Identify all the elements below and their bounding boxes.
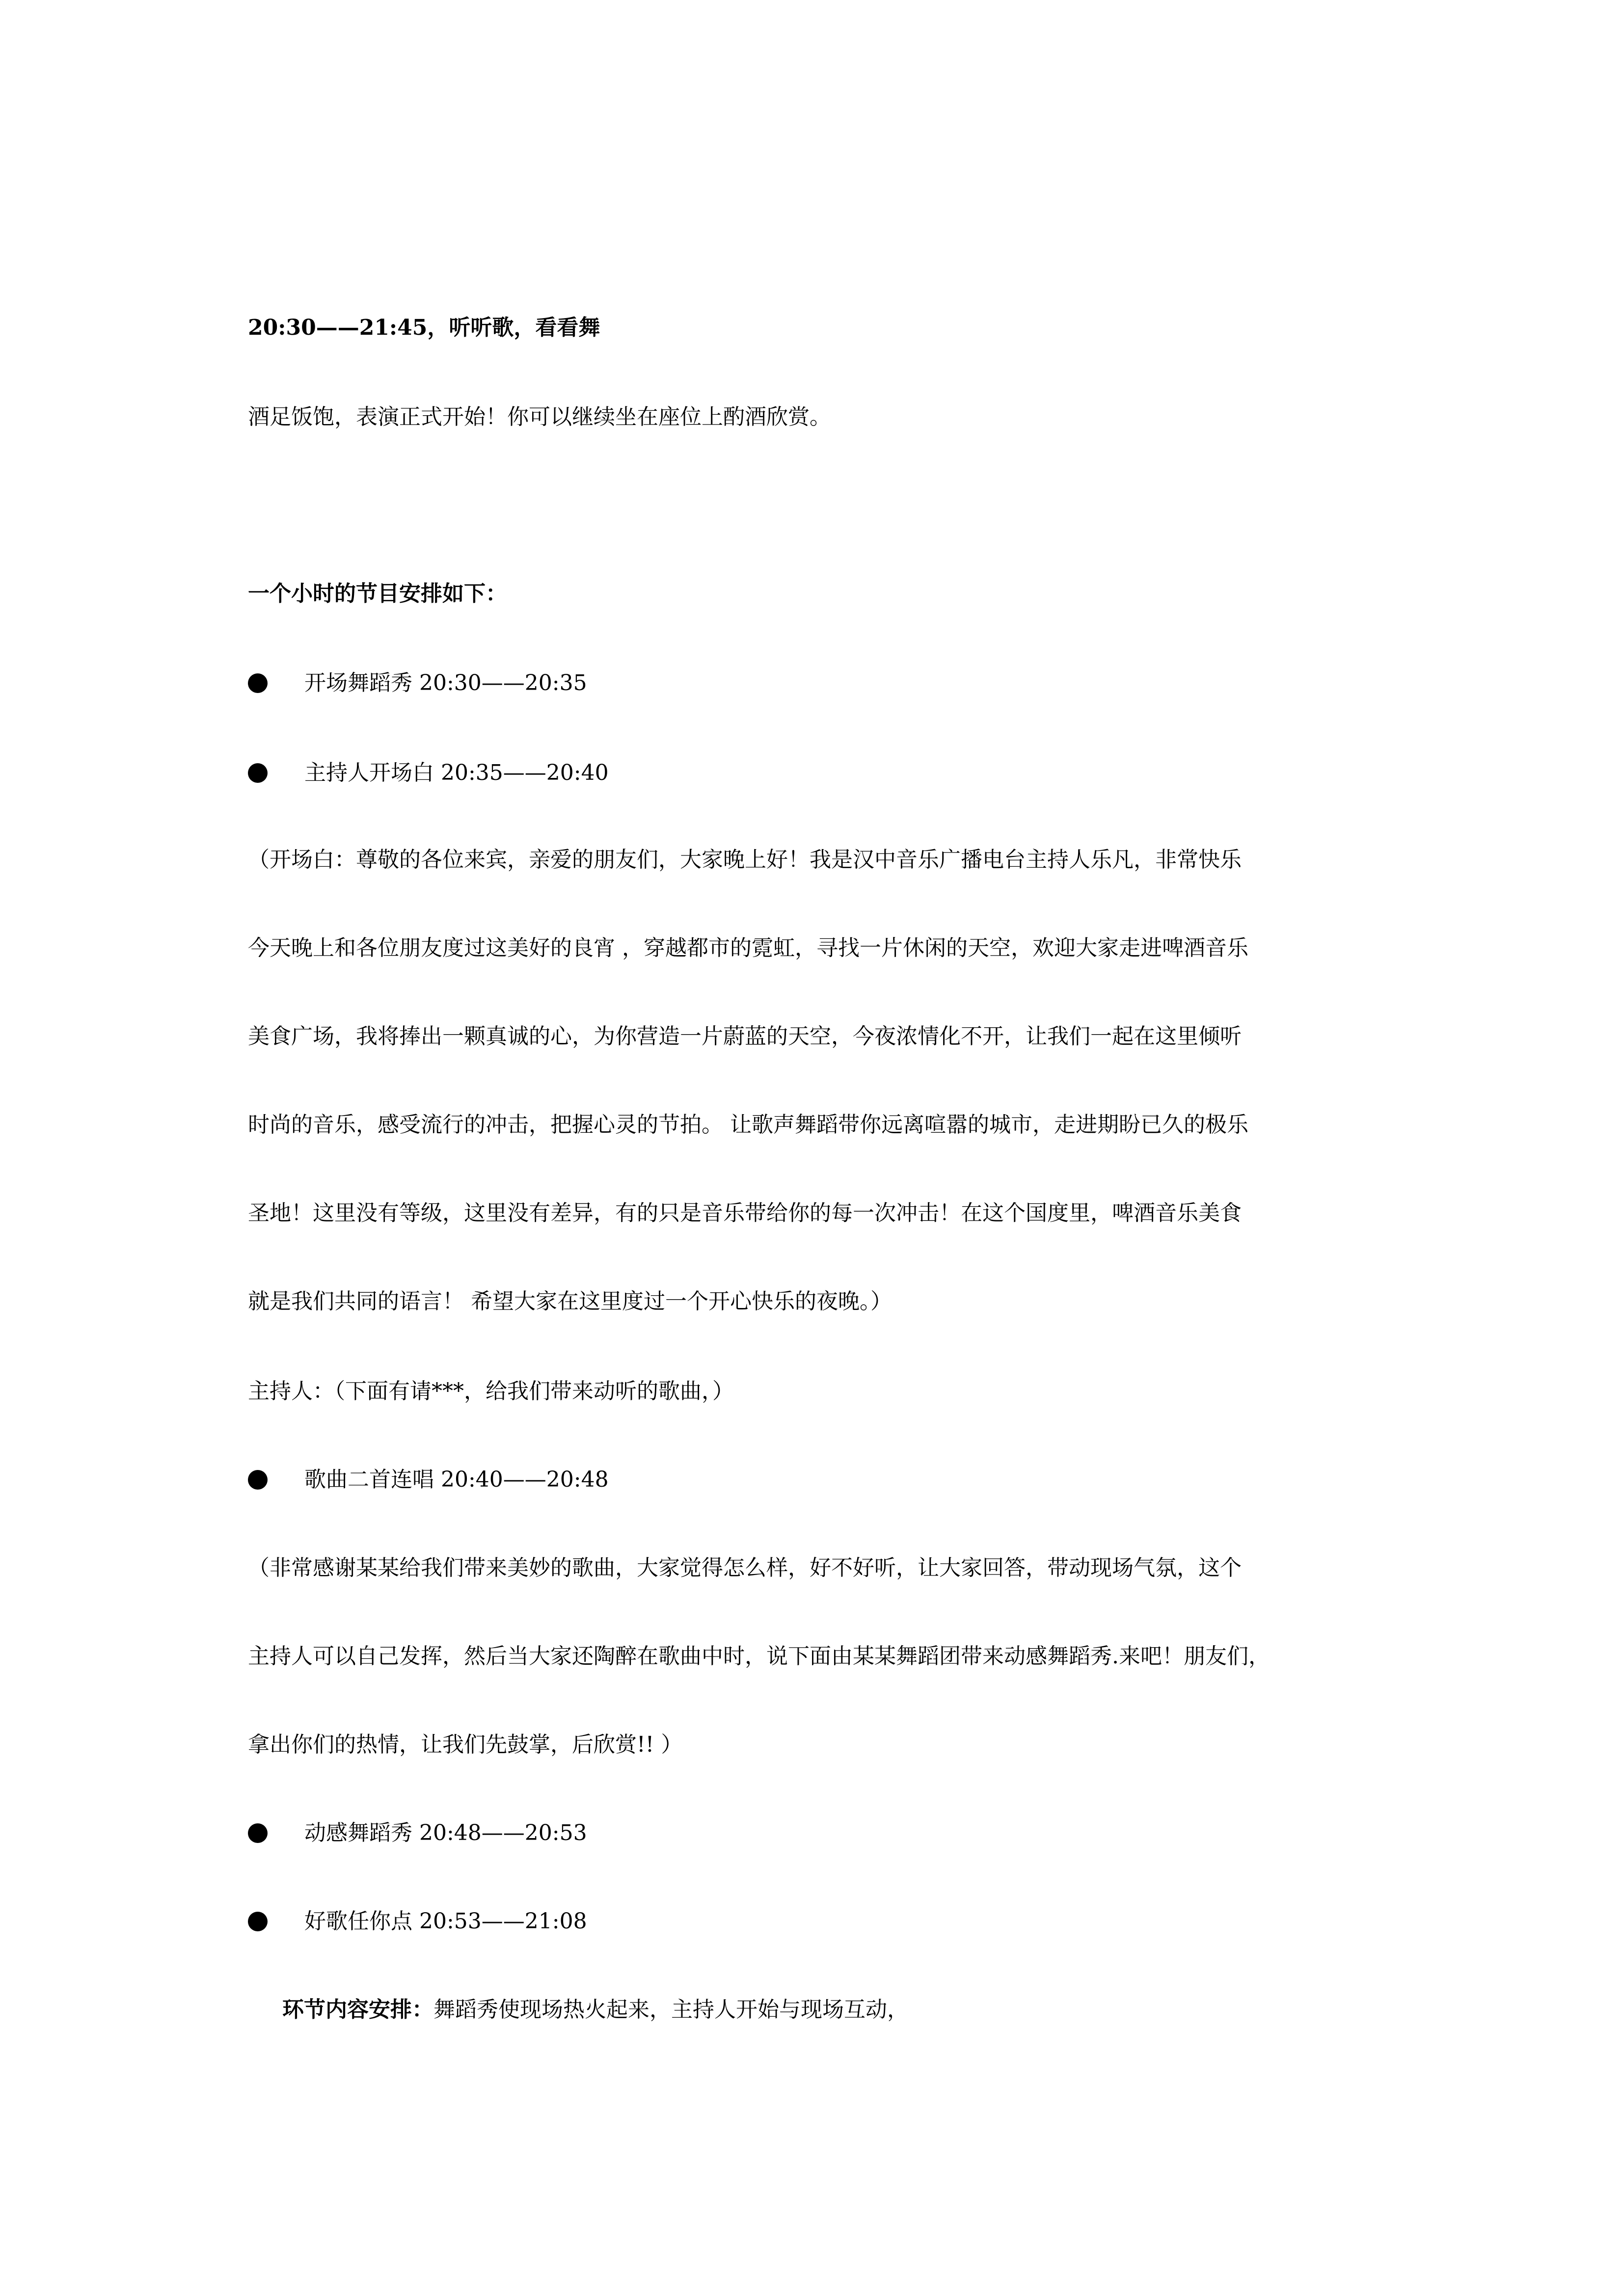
list-item-label: 歌曲二首连唱 20:40——20:48 bbox=[304, 1467, 609, 1492]
schedule-title: 一个小时的节目安排如下： bbox=[248, 581, 507, 606]
opening-line: 今天晚上和各位朋友度过这美好的良宵 ，穿越都市的霓虹，寻找一片休闲的天空，欢迎大家走进啤酒音乐 bbox=[248, 935, 1248, 961]
host-line: 主持人：（下面有请***，给我们带来动听的歌曲，） bbox=[248, 1379, 734, 1404]
song-line: 主持人可以自己发挥，然后当大家还陶醉在歌曲中时，说下面由某某舞蹈团带来动感舞蹈秀.来吧！朋友们， bbox=[248, 1644, 1270, 1669]
list-item bbox=[248, 1818, 587, 1848]
list-item-label: 动感舞蹈秀 20:48——20:53 bbox=[304, 1820, 587, 1845]
segment-arrangement bbox=[282, 1995, 909, 2025]
bullet-icon bbox=[248, 1823, 268, 1843]
bullet-icon bbox=[248, 1912, 268, 1931]
segment-text: 舞蹈秀使现场热火起来，主持人开始与现场互动， bbox=[433, 1997, 909, 2022]
song-line: （非常感谢某某给我们带来美妙的歌曲，大家觉得怎么样，好不好听，让大家回答，带动现场气氛，这个 bbox=[248, 1555, 1242, 1580]
list-item-label: 好歌任你点 20:53——21:08 bbox=[304, 1909, 587, 1934]
list-item bbox=[248, 1465, 609, 1495]
opening-line: 时尚的音乐，感受流行的冲击，把握心灵的节拍。 让歌声舞蹈带你远离喧嚣的城市，走进期盼已久的极乐 bbox=[248, 1112, 1248, 1137]
opening-line: 就是我们共同的语言！ 希望大家在这里度过一个开心快乐的夜晚。） bbox=[248, 1289, 892, 1314]
song-line: 拿出你们的热情，让我们先鼓掌，后欣赏!! ） bbox=[248, 1732, 683, 1757]
opening-line: （开场白：尊敬的各位来宾，亲爱的朋友们，大家晚上好！我是汉中音乐广播电台主持人乐凡，非常快乐 bbox=[248, 847, 1242, 872]
list-item-label: 主持人开场白 20:35——20:40 bbox=[304, 760, 609, 785]
bullet-icon bbox=[248, 1470, 268, 1490]
time-heading: 20:30——21:45，听听歌，看看舞 bbox=[248, 315, 600, 340]
opening-line: 圣地！这里没有等级，这里没有差异，有的只是音乐带给你的每一次冲击！在这个国度里，啤酒音乐美食 bbox=[248, 1201, 1242, 1226]
intro-text: 酒足饭饱，表演正式开始！你可以继续坐在座位上酌酒欣赏。 bbox=[248, 404, 831, 429]
opening-line: 美食广场，我将捧出一颗真诚的心，为你营造一片蔚蓝的天空，今夜浓情化不开，让我们一起在这里倾听 bbox=[248, 1024, 1242, 1049]
bullet-icon bbox=[248, 763, 268, 783]
segment-label: 环节内容安排： bbox=[282, 1997, 433, 2022]
list-item-label: 开场舞蹈秀 20:30——20:35 bbox=[304, 670, 587, 695]
list-item bbox=[248, 1907, 587, 1936]
bullet-icon bbox=[248, 673, 268, 693]
list-item bbox=[248, 668, 587, 698]
list-item bbox=[248, 758, 609, 788]
